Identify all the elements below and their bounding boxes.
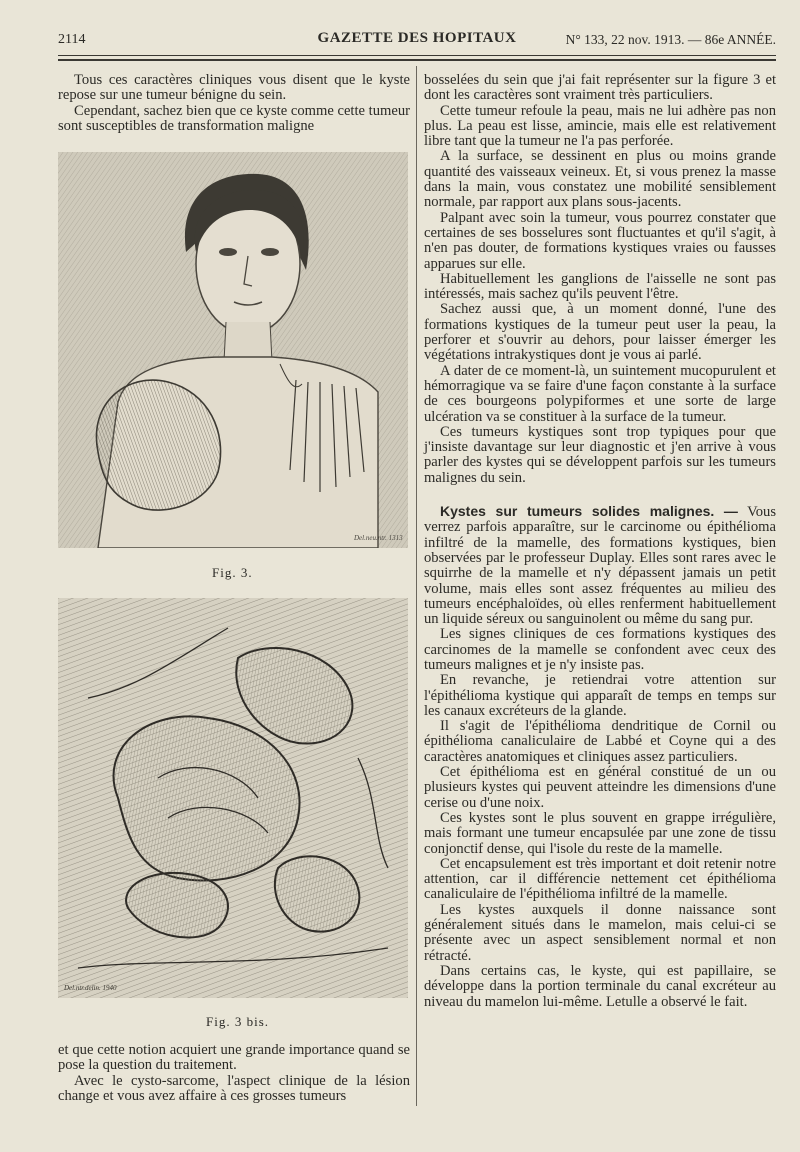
page-header: [58, 30, 776, 52]
paragraph: Sachez aussi que, à un moment donné, l'une des formations kystiques de la tumeur peut user la peau, la perforer et s'ouvrir au dehors, pour laisser émerger les végétations intrakystiques dont je vous ai parlé.: [424, 301, 776, 364]
paragraph: Habituellement les ganglions de l'aisselle ne sont pas intéressés, mais sachez qu'ils peuvent l'être.: [424, 270, 776, 303]
figure-3-caption: Fig. 3.: [212, 565, 253, 580]
paragraph: Palpant avec soin la tumeur, vous pourrez constater que certaines de ses bosselures sont fluctuantes et qu'il s'agit, à n'en pas douter, de formations kystiques vraies ou fausses apparues sur elle.: [424, 209, 776, 272]
figure-3-signature: Del.neu.ntr. 1313: [354, 534, 403, 542]
figure-3-illustration: [58, 152, 408, 548]
page-number: 2114: [58, 32, 86, 47]
paragraph: Cet encapsulement est très important et doit retenir notre attention, car il différencie nettement cet épithélioma canaliculaire de l'épithélioma infiltré de la mamelle.: [424, 855, 776, 903]
paragraph: Ces tumeurs kystiques sont trop typiques pour que j'insiste davantage sur leur diagnostic et j'en arrive à vous parler des kystes qui se développent parfois sur les tumeurs malignes du sein.: [424, 423, 776, 486]
figure-3bis-illustration: [58, 598, 408, 998]
woman-portrait-engraving: [58, 152, 408, 548]
section-first-text: Vous verrez parfois apparaître, sur le carcinome ou épithélioma infiltré de la mamelle, des formations kystiques, bien observées par le professeur Duplay. Elles sont rares avec le squirrhe de la mamelle et n'y dépassent jamais un petit volume, mais elles sont assez fréquentes au milieu des tumeurs encéphaloïdes, où elles renferment habituellement un liquide séreux ou sanguinolent ou même du sang pur.: [424, 504, 776, 628]
paragraph: Cette tumeur refoule la peau, mais ne lui adhère pas non plus. La peau est lisse, amincie, mais elle est relativement libre tant que la tumeur ne l'a pas perforée.: [424, 102, 776, 150]
paragraph: A dater de ce moment-là, un suintement mucopurulent et hémorragique va se faire d'une façon constante à la surface de ces bourgeons polypiformes et une sorte de large ulcération va se constituer à la surface de la tumeur.: [424, 362, 776, 425]
paragraph: A la surface, se dessinent en plus ou moins grande quantité des vaisseaux veineux. Et, si vous prenez la masse dans la main, vous constatez une mobilité sensiblement normale, par rapport aux plans sous-jacents.: [424, 148, 776, 211]
paragraph: Il s'agit de l'épithélioma dendritique de Cornil ou épithélioma canaliculaire de Labbé et Coyne qui a des caractères anatomiques et cliniques assez particuliers.: [424, 718, 776, 765]
paragraph: Dans certains cas, le kyste, qui est papillaire, se développe dans la portion terminale du canal excréteur au niveau du mamelon lui-même. Letulle a observé le fait.: [424, 962, 776, 1010]
section-paragraph: [424, 504, 776, 627]
figure-3bis-caption: Fig. 3 bis.: [206, 1014, 270, 1029]
paragraph: Cet épithélioma est en général constitué de un ou plusieurs kystes qui peuvent atteindre les dimensions d'une cerise ou d'une noix.: [424, 764, 776, 811]
paragraph: Les signes cliniques de ces formations kystiques des carcinomes de la mamelle se confondent avec ceux des tumeurs malignes et je n'y insiste pas.: [424, 626, 776, 673]
journal-title: GAZETTE DES HOPITAUX: [317, 30, 517, 46]
section-heading: Kystes sur tumeurs solides malignes. —: [440, 503, 738, 520]
right-column: [424, 73, 776, 1010]
paragraph: En revanche, je retiendrai votre attention sur l'épithélioma kystique qui apparaît de temps en temps sur les canaux excréteurs de la glande.: [424, 672, 776, 719]
paragraph: Les kystes auxquels il donne naissance sont généralement situés dans le mamelon, mais celui-ci se présente avec un aspect sensiblement normal et non rétracté.: [424, 901, 776, 964]
column-divider: [416, 66, 417, 1106]
paragraph: Tous ces caractères cliniques vous disent que le kyste repose sur une tumeur bénigne du sein.: [58, 72, 410, 104]
paragraph: Avec le cysto-sarcome, l'aspect clinique de la lésion change et vous avez affaire à ces grosses tumeurs: [58, 1072, 410, 1104]
left-column-top: [58, 73, 410, 134]
section-gap: [424, 486, 776, 504]
paragraph: et que cette notion acquiert une grande importance quand se pose la question du traitement.: [58, 1042, 410, 1074]
cyst-section-engraving: [58, 598, 408, 998]
paragraph: bosselées du sein que j'ai fait représenter sur la figure 3 et dont les caractères sont vraiment très particuliers.: [424, 72, 776, 104]
figure-3bis-signature: Del.ntr.delin. 1940: [64, 984, 117, 992]
paragraph: Ces kystes sont le plus souvent en grappe irrégulière, mais formant une tumeur encapsulée par une zone de tissu conjonctif dense, qui l'isole du reste de la mamelle.: [424, 809, 776, 857]
paragraph: Cependant, sachez bien que ce kyste comme cette tumeur sont susceptibles de transformation maligne: [58, 102, 410, 134]
header-rule-thick: [58, 59, 776, 61]
left-column-bottom: [58, 1043, 410, 1104]
header-rule: [58, 55, 776, 56]
issue-info: N° 133, 22 nov. 1913. — 86e ANNÉE.: [565, 32, 776, 47]
